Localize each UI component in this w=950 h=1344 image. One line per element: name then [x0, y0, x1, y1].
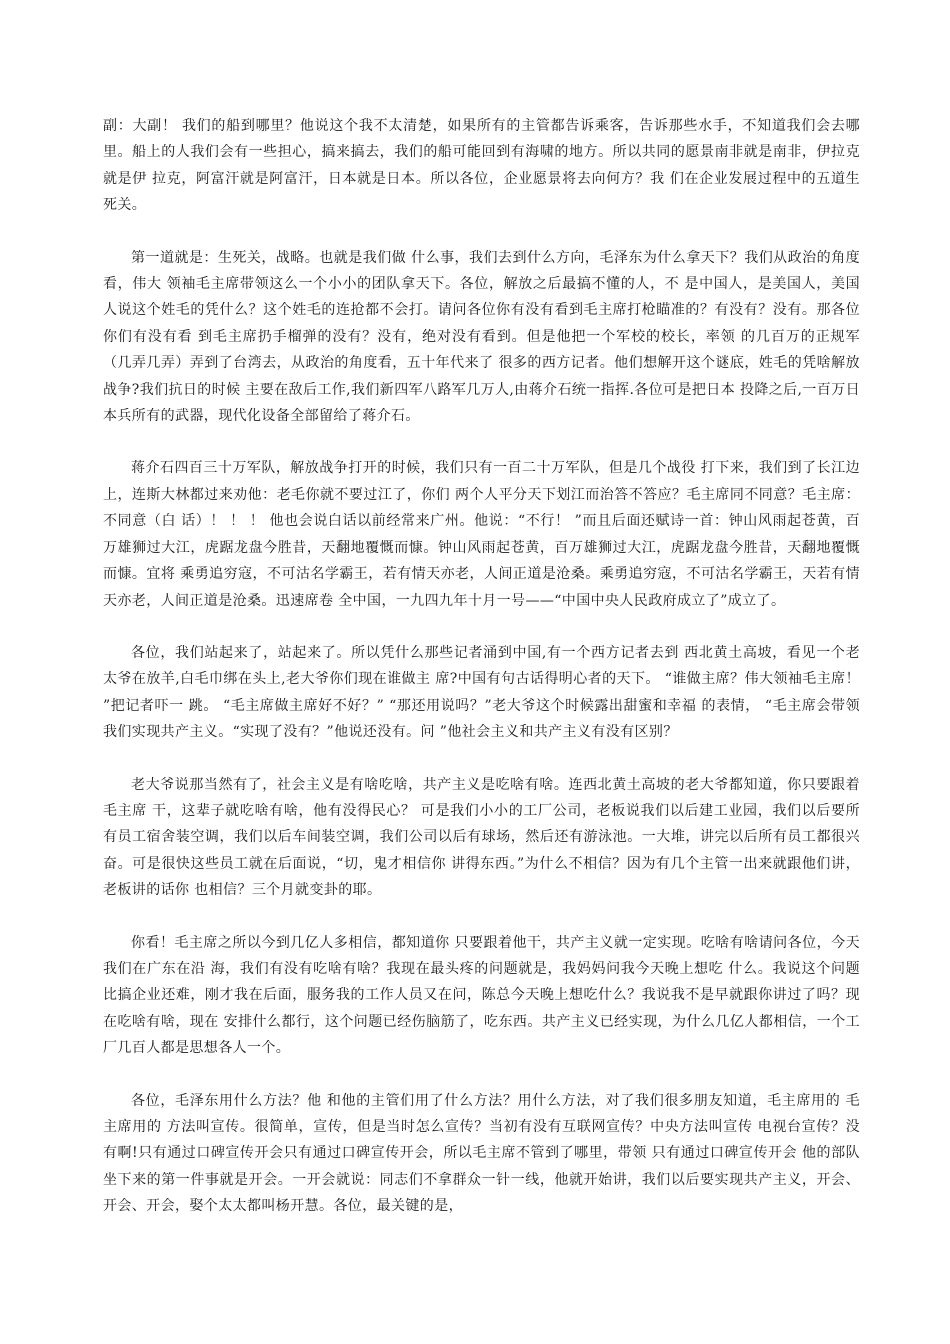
paragraph: 蒋介石四百三十万军队，解放战争打开的时候，我们只有一百二十万军队，但是几个战役 打下来，我们到了长江边上，连斯大林都过来劝他：老毛你就不要过江了，你们 两个人平分天下划江而治答不答应？毛主席同不同意？毛主席：不同意（白 话）！ ！ ！ 他也会说白话以前经常来广州。他说：“不行！ ”而且后面还赋诗一首：钟山风雨起苍黄，百万雄狮过大江，虎踞龙盘今胜昔，天翻地覆慨而慷。钟山风雨起苍黄，百万雄狮过大江，虎踞龙盘今胜昔，天翻地覆慨而慷。宜将 乘勇追穷寇，不可沽名学霸王，若有情天亦老，人间正道是沧桑。乘勇追穷寇，不可沽名学霸王，天若有情天亦老，人间正道是沧桑。迅速席卷 全中国，一九四九年十月一号——“中国中央人民政府成立了”成立了。 [103, 460, 860, 609]
paragraph: 第一道就是：生死关，战略。也就是我们做 什么事，我们去到什么方向，毛泽东为什么拿天下？我们从政治的角度看，伟大 领袖毛主席带领这么一个小小的团队拿天下。各位，解放之后最搞不懂的人，不 是中国人，是美国人，美国人说这个姓毛的凭什么？这个姓毛的连抢都不会打。请问各位你有没有看到毛主席打枪瞄准的？有没有？没有。那各位你们有没有看 到毛主席扔手榴弹的没有？没有，绝对没有看到。但是他把一个军校的校长，率领 的几百万的正规军（几弄几弄）弄到了台湾去，从政治的角度看，五十年代来了 很多的西方记者。他们想解开这个谜底，姓毛的凭啥解放战争?我们抗日的时候 主要在敌后工作,我们新四军八路军几万人,由蒋介石统一指挥.各位可是把日本 投降之后,一百万日本兵所有的武器，现代化设备全部留给了蒋介石。 [103, 249, 861, 425]
paragraph: 老大爷说那当然有了，社会主义是有啥吃啥，共产主义是吃啥有啥。连西北黄土高坡的老大爷都知道，你只要跟着毛主席 干，这辈子就吃啥有啥，他有没得民心？ 可是我们小小的工厂公司，老板说我们以后建工业园，我们以后要所有员工宿舍装空调，我们以后车间装空调，我们公司以后有球场，然后还有游泳池。一大堆，讲完以后所有员工都很兴奋。可是很快这些员工就在后面说，“切，鬼才相信你 讲得东西。”为什么不相信？因为有几个主管一出来就跟他们讲，老板讲的话你 也相信？三个月就变卦的耶。 [103, 776, 860, 899]
paragraph: 你看！毛主席之所以今到几亿人多相信，都知道你 只要跟着他干，共产主义就一定实现。吃啥有啥请问各位，今天我们在广东在沿 海，我们有没有吃啥有啥？我现在最头疼的问题就是，我妈妈问我今天晚上想吃 什么。我说这个问题比搞企业还难，刚才我在后面，服务我的工作人员又在问，陈总今天晚上想吃什么？我说我不是早就跟你讲过了吗？现在吃啥有啥，现在 安排什么都行，这个问题已经伤脑筋了，吃东西。共产主义已经实现，为什么几亿人都相信，一个工厂几百人都是思想各人一个。 [103, 934, 860, 1057]
paragraph: 各位，毛泽东用什么方法？他 和他的主管们用了什么方法？用什么方法，对了我们很多朋友知道，毛主席用的 毛主席用的 方法叫宣传。很简单，宣传，但是当时怎么宣传？当初有没有互联网宣传？中央方法叫宣传 电视台宣传？没有啊!只有通过口碑宣传开会只有通过口碑宣传开会，所以毛主席不管到了哪里，带领 只有通过口碑宣传开会 他的部队坐下来的第一件事就是开会。一开会就说：同志们不拿群众一针一线，他就开始讲，我们以后要实现共产主义，开会、开会、开会，娶个太太都叫杨开慧。各位，最关键的是， [103, 1092, 860, 1215]
paragraph: 各位，我们站起来了，站起来了。所以凭什么那些记者涌到中国,有一个西方记者去到 西北黄土高坡，看见一个老太爷在放羊,白毛巾绑在头上,老大爷你们现在谁做主 席?中国有句古话得明心者的天下。 “谁做主席？伟大领袖毛主席！ ”把记者吓一 跳。 “毛主席做主席好不好？” “那还用说吗？”老大爷这个时候露出甜蜜和幸福 的表情， “毛主席会带领我们实现共产主义。“实现了没有？”他说还没有。问 ”他社会主义和共产主义有没有区别？ [103, 644, 860, 741]
paragraph: 副：大副！ 我们的船到哪里？他说这个我不太清楚，如果所有的主管都告诉乘客，告诉那些水手，不知道我们会去哪里。船上的人我们会有一些担心，搞来搞去，我们的船可能回到有海啸的地方。所以共同的愿景南非就是南非，伊拉克就是伊 拉克，阿富汗就是阿富汗，日本就是日本。所以各位，企业愿景将去向何方？我 们在企业发展过程中的五道生死关。 [103, 118, 860, 214]
